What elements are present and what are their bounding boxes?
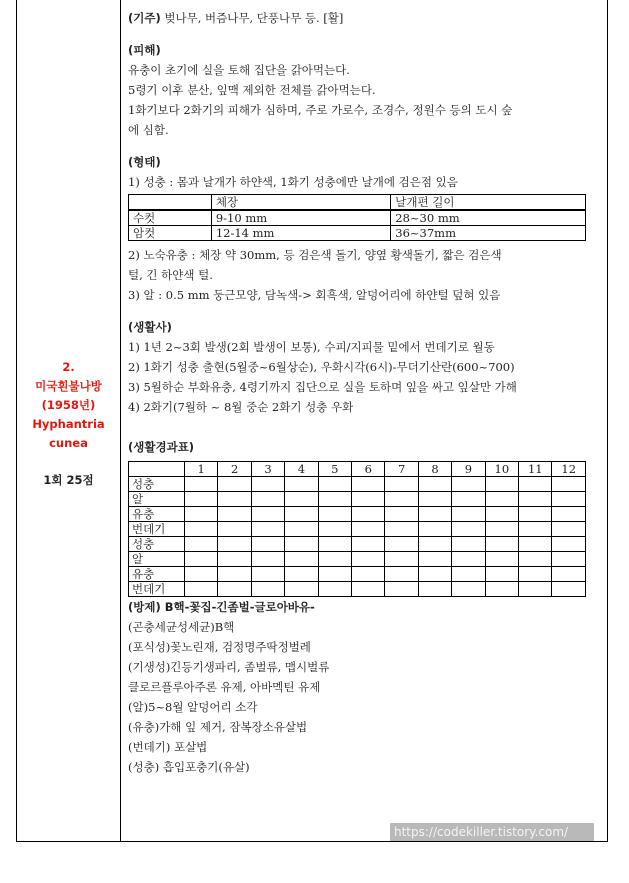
chart-cell <box>318 582 351 597</box>
chart-heading: (생활경과표) <box>128 440 195 454</box>
chart-cell <box>519 507 552 522</box>
host-text: 벚나무, 버즘나무, 단풍나무 등. [활] <box>160 11 344 25</box>
chart-stage-label: 번데기 <box>129 582 185 597</box>
chart-cell <box>218 522 251 537</box>
damage-line: 1화기보다 2화기의 피해가 심하며, 주로 가로수, 조경수, 정원수 등의 도시 숲 <box>128 103 513 117</box>
table-border-right <box>607 0 608 842</box>
chart-cell <box>485 567 518 582</box>
life-history-line: 1) 1년 2~3회 발생(2회 발생이 보통), 수피/지피물 밑에서 번데기로 월동 <box>128 340 495 354</box>
chart-cell <box>519 582 552 597</box>
chart-month-header: 10 <box>485 462 518 477</box>
chart-cell <box>385 522 418 537</box>
chart-cell <box>285 507 318 522</box>
species-korean-name: 미국흰불나방 <box>35 379 102 393</box>
damage-heading: (피해) <box>128 43 161 57</box>
chart-cell <box>285 552 318 567</box>
chart-stage-label: 유충 <box>129 567 185 582</box>
chart-cell <box>385 567 418 582</box>
chart-cell <box>452 522 485 537</box>
chart-cell <box>218 552 251 567</box>
damage-line: 유충이 초기에 실을 토해 집단을 갉아먹는다. <box>128 63 350 77</box>
chart-cell <box>552 492 586 507</box>
control-line: (번데기) 포살법 <box>128 740 208 754</box>
life-cycle-chart <box>128 461 586 597</box>
damage-line: 에 심함. <box>128 123 169 137</box>
chart-cell <box>318 522 351 537</box>
chart-cell <box>318 552 351 567</box>
watermark: https://codekiller.tistory.com/ <box>390 823 594 841</box>
chart-month-header: 4 <box>285 462 318 477</box>
chart-cell <box>352 537 385 552</box>
chart-month-header: 1 <box>185 462 218 477</box>
chart-cell <box>485 522 518 537</box>
chart-cell <box>185 492 218 507</box>
chart-cell <box>352 492 385 507</box>
chart-cell <box>452 552 485 567</box>
chart-cell <box>418 552 451 567</box>
control-line: (곤충세균성세균)B핵 <box>128 620 235 634</box>
chart-cell <box>485 477 518 492</box>
chart-cell <box>185 537 218 552</box>
chart-cell <box>519 567 552 582</box>
control-heading: (방제) B핵-꽃집-긴좀벌-글로아바유- <box>128 600 315 614</box>
size-table-header: 체장 <box>211 195 390 211</box>
species-label-cell <box>17 358 120 490</box>
exam-count: 1회 25점 <box>43 473 94 487</box>
chart-month-header: 2 <box>218 462 251 477</box>
chart-cell <box>352 582 385 597</box>
chart-stage-label: 성충 <box>129 537 185 552</box>
chart-cell <box>552 477 586 492</box>
species-content-cell <box>128 8 598 777</box>
chart-cell <box>352 477 385 492</box>
size-table <box>128 194 586 241</box>
size-table-cell: 암컷 <box>129 226 212 241</box>
control-line: (성충) 흡입포충기(유살) <box>128 760 250 774</box>
chart-stage-label: 번데기 <box>129 522 185 537</box>
chart-cell <box>452 582 485 597</box>
chart-stage-label: 알 <box>129 552 185 567</box>
species-year: (1958년) <box>41 398 96 412</box>
chart-cell <box>285 477 318 492</box>
chart-cell <box>352 567 385 582</box>
life-history-line: 3) 5월하순 부화유충, 4령기까지 집단으로 실을 토하며 잎을 싸고 잎살만 가해 <box>128 380 517 394</box>
chart-month-header: 9 <box>452 462 485 477</box>
species-number: 2. <box>62 360 75 374</box>
chart-cell <box>385 492 418 507</box>
chart-month-header: 6 <box>352 462 385 477</box>
chart-stage-label: 알 <box>129 492 185 507</box>
size-table-cell: 28~30 mm <box>391 210 586 226</box>
chart-cell <box>285 582 318 597</box>
chart-cell <box>251 492 284 507</box>
size-table-header <box>129 195 212 211</box>
control-line: (유충)가해 잎 제거, 잠복장소유살법 <box>128 720 308 734</box>
chart-cell <box>485 507 518 522</box>
chart-cell <box>352 552 385 567</box>
chart-cell <box>251 537 284 552</box>
size-table-cell: 수컷 <box>129 210 212 226</box>
table-border-bottom <box>16 841 607 842</box>
chart-cell <box>218 477 251 492</box>
chart-cell <box>519 477 552 492</box>
chart-cell <box>352 522 385 537</box>
chart-cell <box>318 492 351 507</box>
chart-cell <box>385 507 418 522</box>
size-table-cell: 12-14 mm <box>211 226 390 241</box>
chart-corner-cell <box>129 462 185 477</box>
size-table-cell: 36~37mm <box>391 226 586 241</box>
chart-cell <box>418 522 451 537</box>
form-adult: 1) 성충 : 몸과 날개가 하얀색, 1화기 성충에만 날개에 검은점 있음 <box>128 175 458 189</box>
chart-cell <box>452 537 485 552</box>
chart-cell <box>251 522 284 537</box>
form-larva: 털, 긴 하얀색 털. <box>128 268 213 282</box>
chart-cell <box>519 522 552 537</box>
chart-cell <box>251 567 284 582</box>
life-history-heading: (생활사) <box>128 320 172 334</box>
size-table-cell: 9-10 mm <box>211 210 390 226</box>
chart-cell <box>552 582 586 597</box>
chart-cell <box>185 507 218 522</box>
chart-cell <box>318 567 351 582</box>
chart-cell <box>519 492 552 507</box>
chart-cell <box>218 567 251 582</box>
form-larva: 2) 노숙유충 : 체장 약 30mm, 등 검은색 돌기, 양옆 황색돌기, 짧은 검은색 <box>128 248 502 262</box>
chart-cell <box>552 507 586 522</box>
chart-cell <box>318 507 351 522</box>
chart-cell <box>218 582 251 597</box>
chart-cell <box>552 537 586 552</box>
chart-cell <box>318 477 351 492</box>
chart-cell <box>285 537 318 552</box>
control-line: (기생성)긴등기생파리, 좀벌류, 맵시벌류 <box>128 660 330 674</box>
chart-cell <box>185 582 218 597</box>
chart-month-header: 12 <box>552 462 586 477</box>
chart-cell <box>285 492 318 507</box>
chart-cell <box>352 507 385 522</box>
host-label: (기주) <box>128 11 161 25</box>
chart-cell <box>418 477 451 492</box>
chart-month-header: 11 <box>519 462 552 477</box>
chart-cell <box>385 537 418 552</box>
chart-cell <box>185 567 218 582</box>
chart-cell <box>285 567 318 582</box>
chart-cell <box>418 582 451 597</box>
chart-cell <box>418 567 451 582</box>
chart-cell <box>185 477 218 492</box>
control-line: (포식성)꽃노린재, 검정명주딱정벌레 <box>128 640 311 654</box>
chart-cell <box>552 522 586 537</box>
chart-month-header: 5 <box>318 462 351 477</box>
chart-cell <box>519 552 552 567</box>
chart-cell <box>519 537 552 552</box>
chart-month-header: 3 <box>251 462 284 477</box>
chart-cell <box>318 537 351 552</box>
life-history-line: 4) 2화기(7월하 ~ 8월 중순 2화기 성충 우화 <box>128 400 354 414</box>
form-heading: (형태) <box>128 155 161 169</box>
chart-cell <box>485 552 518 567</box>
chart-cell <box>485 582 518 597</box>
chart-cell <box>485 537 518 552</box>
chart-cell <box>385 552 418 567</box>
chart-cell <box>452 492 485 507</box>
chart-cell <box>385 582 418 597</box>
chart-cell <box>418 492 451 507</box>
chart-cell <box>185 522 218 537</box>
chart-cell <box>452 477 485 492</box>
chart-stage-label: 성충 <box>129 477 185 492</box>
chart-cell <box>218 507 251 522</box>
chart-cell <box>251 552 284 567</box>
chart-cell <box>552 552 586 567</box>
chart-cell <box>251 477 284 492</box>
chart-cell <box>251 582 284 597</box>
control-line: 클로르플루아주론 유제, 아바멕틴 유제 <box>128 680 321 694</box>
life-history-line: 2) 1화기 성충 출현(5월중~6월상순), 우화시각(6시)-무더기산란(600~700) <box>128 360 515 374</box>
control-line: (알)5~8월 알덩어리 소각 <box>128 700 258 714</box>
chart-cell <box>218 537 251 552</box>
chart-cell <box>552 567 586 582</box>
table-border-middle <box>120 0 121 842</box>
chart-cell <box>185 552 218 567</box>
damage-line: 5령기 이후 분산, 잎맥 제외한 전체를 갉아먹는다. <box>128 83 376 97</box>
chart-cell <box>285 522 318 537</box>
chart-cell <box>418 537 451 552</box>
chart-month-header: 8 <box>418 462 451 477</box>
chart-cell <box>418 507 451 522</box>
size-table-header: 날개편 길이 <box>391 195 586 211</box>
chart-cell <box>251 507 284 522</box>
species-scientific-name-1: Hyphantria <box>32 417 105 431</box>
chart-cell <box>385 477 418 492</box>
chart-cell <box>485 492 518 507</box>
form-egg: 3) 알 : 0.5 mm 둥근모양, 담녹색-> 회흑색, 알덩어리에 하얀털 덮혀 있음 <box>128 288 501 302</box>
chart-cell <box>218 492 251 507</box>
host-line <box>128 8 598 28</box>
chart-cell <box>452 507 485 522</box>
species-scientific-name-2: cunea <box>49 436 88 450</box>
chart-cell <box>452 567 485 582</box>
chart-stage-label: 유충 <box>129 507 185 522</box>
chart-month-header: 7 <box>385 462 418 477</box>
